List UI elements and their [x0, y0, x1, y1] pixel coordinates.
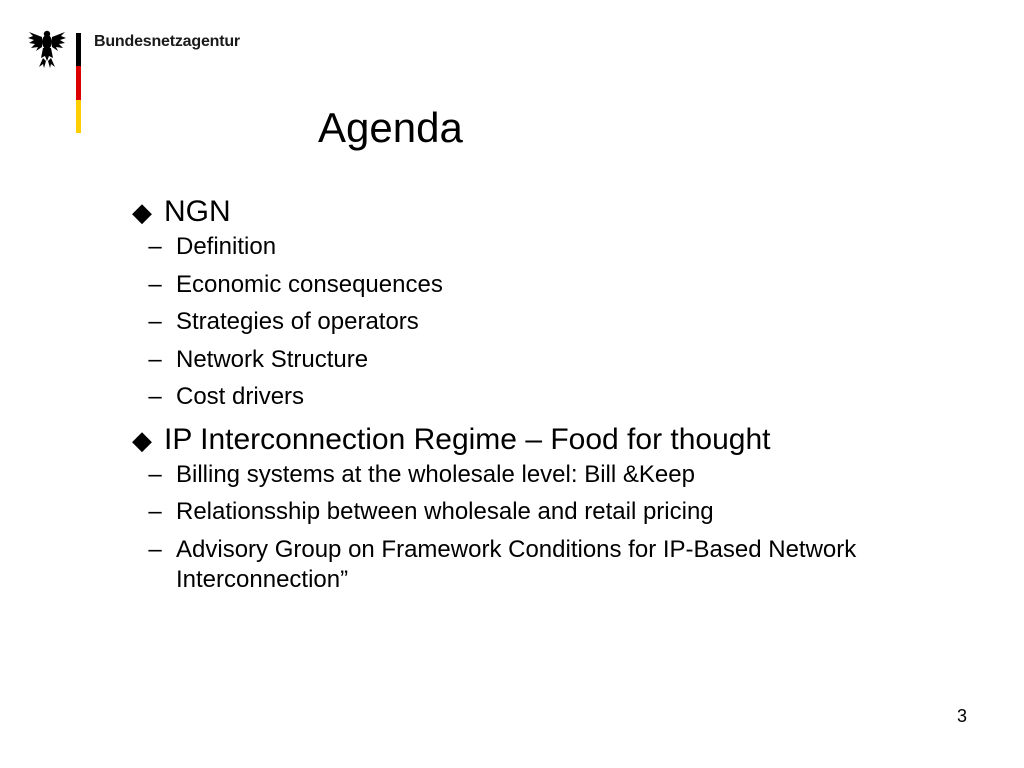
dash-bullet-icon: –: [148, 383, 162, 410]
section-label: NGN: [164, 195, 231, 228]
list-item: – Billing systems at the wholesale level: Bill &Keep: [132, 460, 972, 490]
agenda-section-ngn: [132, 192, 972, 412]
agenda-list: [132, 192, 972, 602]
dash-bullet-icon: –: [148, 308, 162, 335]
section-label: IP Interconnection Regime – Food for thought: [164, 422, 771, 456]
list-item: – Economic consequences: [132, 270, 972, 300]
german-flag-stripe: [76, 33, 81, 133]
flag-band-gold: [76, 100, 81, 133]
bundesnetzagentur-logo: [27, 28, 267, 138]
diamond-bullet-icon: ◆: [132, 197, 152, 227]
list-item: – Cost drivers: [132, 382, 972, 412]
dash-bullet-icon: –: [148, 270, 162, 298]
slide-title: Agenda: [318, 104, 463, 151]
flag-band-red: [76, 66, 81, 99]
page-number: 3: [957, 706, 968, 726]
federal-eagle-icon: [27, 28, 67, 70]
dash-bullet-icon: –: [148, 345, 162, 373]
dash-bullet-icon: –: [148, 460, 162, 488]
diamond-bullet-icon: ◆: [132, 424, 152, 455]
dash-bullet-icon: –: [148, 535, 162, 563]
flag-band-black: [76, 33, 81, 66]
list-item: – Relationsship between wholesale and retail pricing: [132, 497, 972, 527]
list-item: – Network Structure: [132, 345, 972, 375]
agenda-section-ip-interconnection: [132, 420, 972, 595]
list-item: – Definition: [132, 232, 972, 262]
dash-bullet-icon: –: [148, 498, 162, 525]
list-item: – Strategies of operators: [132, 307, 972, 337]
list-item: – Advisory Group on Framework Conditions for IP-Based Network Interconnection”: [132, 535, 972, 595]
logo-text: Bundesnetzagentur: [94, 33, 240, 50]
dash-bullet-icon: –: [148, 233, 162, 260]
